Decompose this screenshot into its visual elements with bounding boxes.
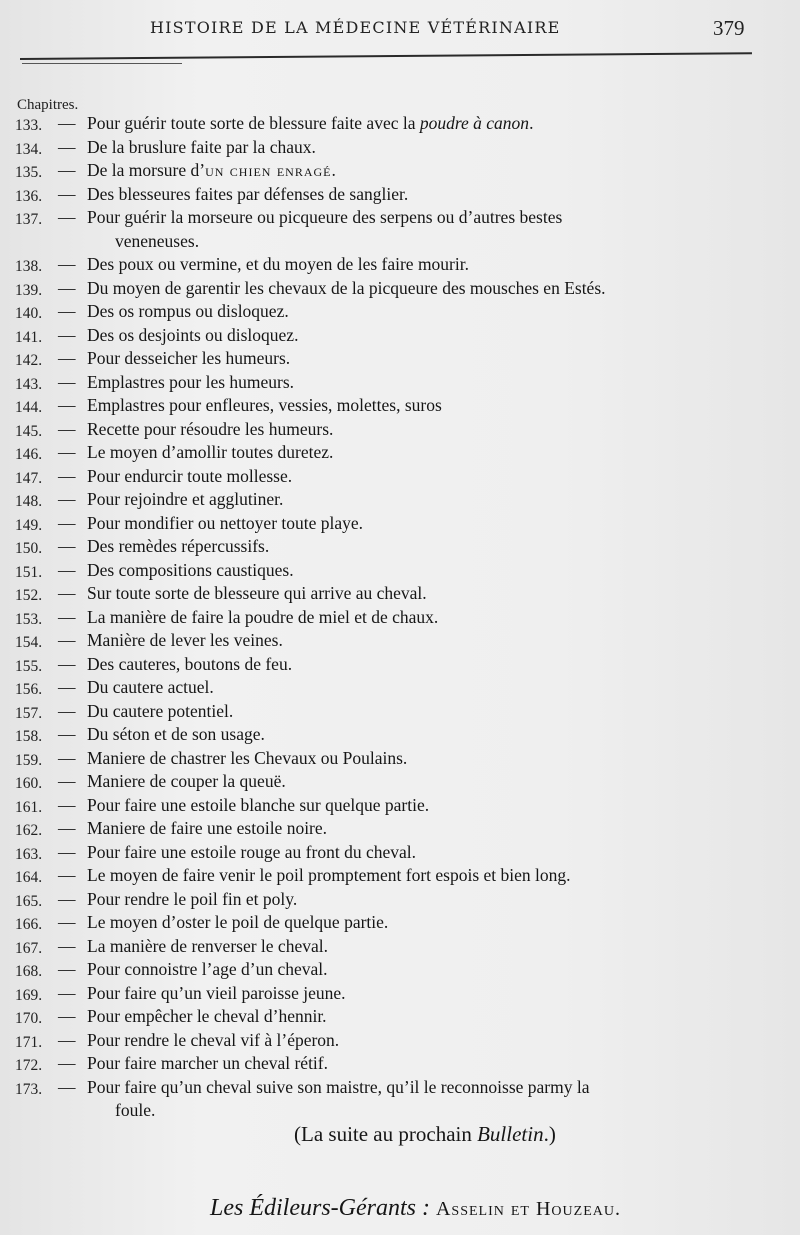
chapter-title [87,206,762,253]
chapter-number: 167. [15,939,43,957]
chapter-title-text: De la bruslure faite par la chaux. [87,136,316,157]
chapter-dash: — [58,912,76,932]
chapter-number: 140. [15,305,43,322]
chapter-title [87,512,762,536]
chapter-title-text: Maniere de couper la queuë. [87,771,286,791]
chapter-entry [0,441,800,465]
chapter-entry [0,1029,800,1053]
chapter-title-text: Le moyen d’oster le poil de quelque partie. [87,912,389,932]
chapter-title-text: La manière de renverser le cheval. [87,935,328,956]
chapter-title [87,911,762,935]
chapter-entry [0,277,800,301]
chapter-number: 137. [15,211,43,228]
chapter-number: 154. [15,634,43,651]
running-header [0,14,800,50]
chapter-title [87,888,762,912]
chapter-title-text: Pour empêcher le cheval d’hennir. [87,1006,327,1026]
chapter-number: 153. [15,610,43,628]
chapter-dash: — [58,747,76,768]
chapter-title [87,159,762,183]
chapter-entry [0,888,800,912]
chapter-number: 138. [15,258,43,275]
chapter-dash: — [58,512,76,533]
chapter-number: 148. [15,493,43,510]
chapter-number: 136. [15,187,43,205]
chapter-title-italic: poudre à canon [419,113,530,133]
chapter-title-text: Pour faire marcher un cheval rétif. [87,1053,328,1073]
chapter-number: 170. [15,1010,43,1027]
chapter-number: 169. [15,986,43,1004]
chapter-entry [0,747,800,771]
chapters-label: Chapitres. [17,97,79,113]
chapter-title-text: Pour faire qu’un vieil paroisse jeune. [87,982,346,1003]
chapter-number: 166. [15,916,43,933]
chapter-entry [0,817,800,841]
chapter-dash: — [58,254,76,274]
chapter-entry [0,653,800,677]
chapter-dash: — [58,583,76,603]
chapter-number: 139. [15,281,43,299]
publisher-footer [210,1195,621,1222]
chapter-title [87,982,762,1006]
chapter-entry [0,1076,800,1123]
chapter-number: 162. [15,822,43,839]
chapter-dash: — [58,207,76,227]
chapter-title [87,277,762,301]
chapter-number: 149. [15,516,43,534]
chapter-title-text: Pour guérir toute sorte de blessure faite avec la [87,113,420,133]
chapter-entry [0,253,800,277]
chapter-title [87,794,762,818]
chapter-dash: — [58,630,76,650]
chapter-number: 135. [15,164,43,181]
chapter-entry [0,982,800,1006]
chapter-entry [0,183,800,207]
chapter-title [87,183,762,207]
chapter-dash: — [58,677,76,697]
chapter-dash: — [58,794,76,815]
chapter-number: 152. [15,587,43,604]
chapter-entry [0,935,800,959]
chapter-entry [0,465,800,489]
chapter-number: 157. [15,704,43,722]
chapter-entry [0,958,800,982]
chapter-entry [0,582,800,606]
continuation-before: (La suite au prochain [294,1122,478,1146]
chapter-entry [0,770,800,794]
footer-names: Asselin et Houzeau. [435,1198,621,1220]
chapter-dash: — [58,865,76,885]
chapter-title-text: Emplastres pour les humeurs. [87,371,295,392]
chapter-title [87,629,762,653]
chapter-dash: — [58,771,76,791]
chapter-title [87,817,762,841]
running-title: HISTOIRE DE LA MÉDECINE VÉTÉRINAIRE [150,18,561,37]
chapter-title-text: Des blesseures faites par défenses de sanglier. [87,183,409,204]
chapter-entry [0,136,800,160]
chapter-number: 160. [15,775,43,792]
chapter-title-text: Du séton et de son usage. [87,724,265,744]
chapter-title [87,770,762,794]
chapter-title [87,958,762,982]
chapter-number: 165. [15,892,43,910]
chapter-title [87,723,762,747]
chapter-title-text: Maniere de chastrer les Chevaux ou Poulains. [87,747,408,768]
chapter-dash: — [58,442,76,462]
chapter-entry [0,159,800,183]
chapter-dash: — [58,559,76,580]
chapter-title-text: Pour faire qu’un cheval suive son maistre, qu’il le reconnoisse parmy la [87,1076,590,1097]
chapter-entry [0,418,800,442]
chapter-number: 151. [15,563,43,581]
chapter-title-continuation: foule. [115,1100,156,1120]
chapter-entry [0,1005,800,1029]
chapter-title [87,253,762,277]
chapter-dash: — [58,465,76,486]
chapter-dash: — [58,113,76,133]
continuation-italic: Bulletin [477,1122,544,1146]
chapter-entry [0,535,800,559]
footer-label: Les Édileurs-Gérants : [210,1195,430,1221]
chapter-number: 161. [15,798,43,816]
chapter-title [87,1029,762,1053]
chapter-title [87,441,762,465]
chapter-dash: — [58,724,76,744]
chapter-entry [0,112,800,136]
chapter-title-text: Maniere de faire une estoile noire. [87,818,328,838]
chapter-dash: — [58,418,76,439]
chapter-entry [0,324,800,348]
chapter-dash: — [58,536,76,556]
chapter-dash: — [58,700,76,721]
chapter-number: 156. [15,681,43,698]
chapter-dash: — [58,301,76,321]
chapter-number: 159. [15,751,43,769]
chapter-number: 143. [15,375,43,393]
chapter-title [87,418,762,442]
chapter-dash: — [58,1076,76,1097]
chapter-entry [0,559,800,583]
chapter-list [0,112,800,1123]
chapter-title-text: Le moyen d’amollir toutes duretez. [87,442,334,462]
chapter-number: 134. [15,140,43,158]
chapter-number: 164. [15,869,43,886]
chapter-dash: — [58,348,76,368]
chapter-title-text: Pour rendre le cheval vif à l’éperon. [87,1029,340,1050]
chapter-dash: — [58,160,76,180]
chapter-entry [0,347,800,371]
chapter-title-text: Emplastres pour enfleures, vessies, molettes, suros [87,395,442,415]
chapter-title [87,700,762,724]
chapter-title-text: Pour mondifier ou nettoyer toute playe. [87,512,364,533]
chapter-number: 147. [15,469,43,487]
chapter-title-text: Le moyen de faire venir le poil promptement fort espois et bien long. [87,865,571,885]
page-number: 379 [713,16,745,40]
header-rule [20,52,752,60]
chapter-entry [0,629,800,653]
chapter-title [87,747,762,771]
chapter-number: 144. [15,399,43,416]
chapter-entry [0,700,800,724]
chapter-dash: — [58,489,76,509]
chapter-title [87,582,762,606]
chapter-title-smallcaps: un chien enragé [205,160,332,180]
chapter-title [87,935,762,959]
chapter-number: 171. [15,1033,43,1051]
chapter-number: 163. [15,845,43,863]
chapter-number: 133. [15,117,43,134]
chapter-title [87,1052,762,1076]
chapter-title-text: De la morsure d’ [87,160,206,180]
chapter-title [87,1005,762,1029]
chapter-entry [0,394,800,418]
chapter-dash: — [58,1029,76,1050]
chapter-dash: — [58,371,76,392]
chapter-dash: — [58,136,76,157]
chapter-entry [0,864,800,888]
chapter-dash: — [58,818,76,838]
chapter-title [87,371,762,395]
chapter-number: 155. [15,657,43,675]
chapter-title [87,559,762,583]
chapter-dash: — [58,888,76,909]
chapter-title-text: Du moyen de garentir les chevaux de la picqueure des mousches en Estés. [87,277,606,298]
chapter-title [87,112,762,136]
chapter-number: 145. [15,422,43,440]
chapter-dash: — [58,277,76,298]
chapter-number: 173. [15,1080,43,1098]
chapter-dash: — [58,841,76,862]
chapter-title [87,864,762,888]
chapter-title [87,394,762,418]
chapter-dash: — [58,1053,76,1073]
chapter-number: 150. [15,540,43,557]
chapter-entry [0,512,800,536]
chapter-dash: — [58,959,76,979]
chapter-entry [0,606,800,630]
chapter-title [87,606,762,630]
chapter-entry [0,488,800,512]
chapter-title-text: Pour rendre le poil fin et poly. [87,888,298,909]
chapter-dash: — [58,183,76,204]
chapter-title-text: Sur toute sorte de blesseure qui arrive au cheval. [87,583,427,603]
chapter-entry [0,1052,800,1076]
chapter-title-punct: . [331,160,336,180]
chapter-title [87,347,762,371]
chapter-dash: — [58,935,76,956]
chapter-entry [0,676,800,700]
chapter-number: 168. [15,963,43,980]
chapter-title-text: Du cautere actuel. [87,677,214,697]
chapter-title [87,535,762,559]
chapter-dash: — [58,982,76,1003]
chapter-number: 141. [15,328,43,346]
chapter-number: 172. [15,1057,43,1074]
chapter-entry [0,371,800,395]
chapter-dash: — [58,395,76,415]
chapter-dash: — [58,653,76,674]
chapter-dash: — [58,324,76,345]
chapter-title-text: Pour desseicher les humeurs. [87,348,291,368]
chapter-title-text: Pour endurcir toute mollesse. [87,465,293,486]
chapter-title-punct: . [529,113,534,133]
chapter-entry [0,794,800,818]
chapter-title [87,841,762,865]
chapter-title [87,653,762,677]
chapter-title-text: Des os desjoints ou disloquez. [87,324,299,345]
chapter-title [87,324,762,348]
chapter-title-text: Manière de lever les veines. [87,630,283,650]
chapter-title [87,488,762,512]
chapter-title-text: Des compositions caustiques. [87,559,294,580]
chapter-title [87,676,762,700]
chapter-entry [0,723,800,747]
chapter-title [87,1076,762,1123]
chapter-number: 158. [15,728,43,745]
chapter-title-text: Des os rompus ou disloquez. [87,301,289,321]
chapter-title-continuation: veneneuses. [115,230,200,251]
chapter-title-text: Pour guérir la morseure ou picqueure des serpens ou d’autres bestes [87,207,563,227]
chapter-title-text: Pour faire une estoile blanche sur quelque partie. [87,794,430,815]
continuation-note [294,1122,556,1147]
chapter-entry [0,841,800,865]
chapter-entry [0,206,800,253]
chapter-title-text: Des remèdes répercussifs. [87,536,270,556]
chapter-title-text: Des poux ou vermine, et du moyen de les faire mourir. [87,254,469,274]
chapter-title [87,136,762,160]
chapter-title-text: Pour faire une estoile rouge au front du cheval. [87,841,416,862]
chapter-title-text: Pour connoistre l’age d’un cheval. [87,959,328,979]
chapter-title-text: Recette pour résoudre les humeurs. [87,418,334,439]
chapter-entry [0,300,800,324]
chapter-title-text: La manière de faire la poudre de miel et de chaux. [87,606,439,627]
chapter-dash: — [58,606,76,627]
chapter-dash: — [58,1006,76,1026]
chapter-title [87,465,762,489]
chapter-entry [0,911,800,935]
chapter-number: 142. [15,352,43,369]
chapter-title-text: Des cauteres, boutons de feu. [87,653,293,674]
header-rule-fragment [22,63,182,64]
continuation-after: .) [543,1122,556,1146]
chapter-number: 146. [15,446,43,463]
chapter-title [87,300,762,324]
chapter-title-text: Du cautere potentiel. [87,700,234,721]
chapter-title-text: Pour rejoindre et agglutiner. [87,489,284,509]
